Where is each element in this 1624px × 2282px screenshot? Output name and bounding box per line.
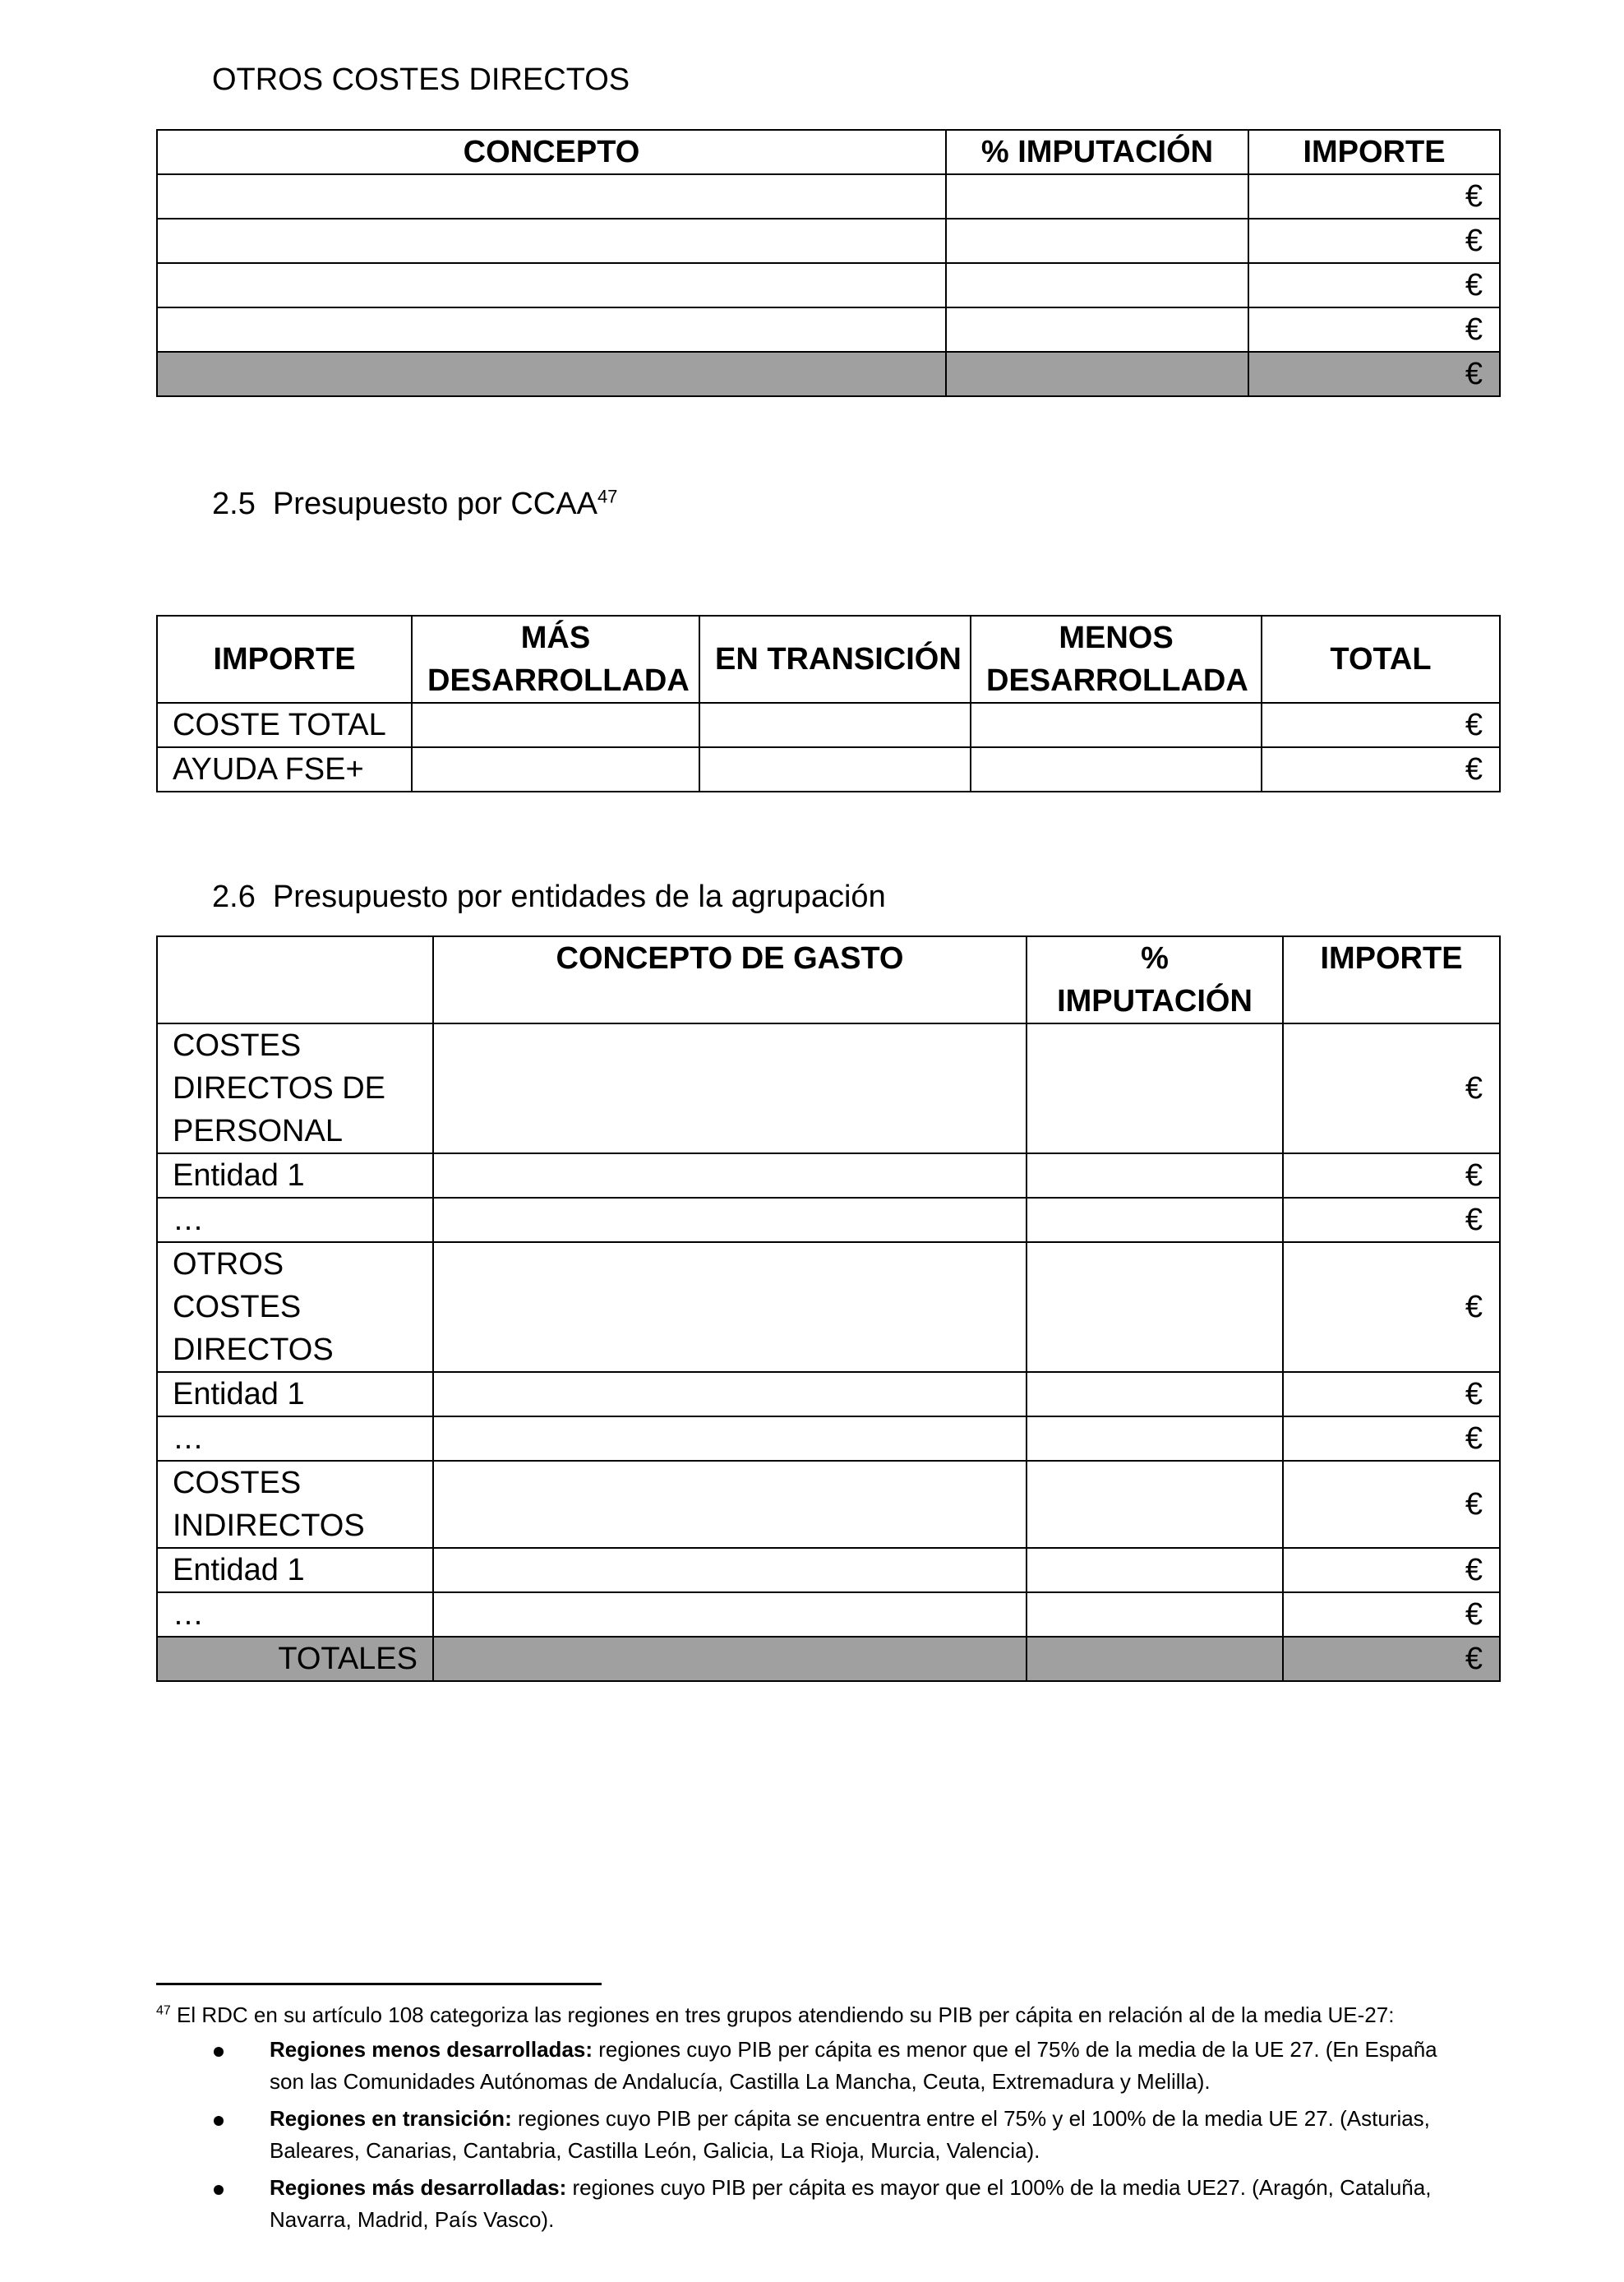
ellipsis-label: … <box>157 1416 433 1461</box>
category-label: OTROS COSTES DIRECTOS <box>157 1242 433 1372</box>
concepto-cell[interactable] <box>433 1242 1027 1372</box>
concepto-cell[interactable] <box>157 263 946 307</box>
importe-cell[interactable]: € <box>1283 1592 1500 1637</box>
imputacion-cell[interactable] <box>946 307 1248 352</box>
header-importe: IMPORTE <box>1248 130 1500 174</box>
footnote-separator <box>156 1983 602 1985</box>
table-row <box>157 1372 1500 1416</box>
header-imputacion: % IMPUTACIÓN <box>1027 936 1283 1023</box>
entity-label: Entidad 1 <box>157 1372 433 1416</box>
table-row <box>157 1416 1500 1461</box>
imputacion-cell[interactable] <box>946 174 1248 219</box>
totals-concepto-cell <box>433 1637 1027 1681</box>
totals-imputacion-cell <box>1027 1637 1283 1681</box>
bullet-text-cont: son las Comunidades Autónomas de Andalucía, Castilla La Mancha, Ceuta, Extremadura y Melilla). <box>270 2069 1211 2094</box>
bullet-icon <box>214 2185 224 2195</box>
table-row <box>157 1592 1500 1637</box>
category-label: COSTES DIRECTOS DE PERSONAL <box>157 1023 433 1153</box>
ccaa-table <box>156 615 1501 792</box>
total-cell[interactable]: € <box>1262 703 1500 747</box>
concepto-cell[interactable] <box>157 174 946 219</box>
importe-cell[interactable]: € <box>1283 1242 1500 1372</box>
footnote-bullet-2 <box>270 2103 1502 2167</box>
section-number: 2.5 <box>212 487 256 521</box>
importe-cell[interactable]: € <box>1248 307 1500 352</box>
imputacion-cell[interactable] <box>946 263 1248 307</box>
entity-label: Entidad 1 <box>157 1548 433 1592</box>
table-row <box>157 1198 1500 1242</box>
footnote-intro <box>156 1999 1504 2031</box>
concepto-cell[interactable] <box>433 1592 1027 1637</box>
footnote-intro-text: El RDC en su artículo 108 categoriza las regiones en tres grupos atendiendo su PIB per cápita en relación al de la media UE-27: <box>177 2003 1395 2027</box>
concepto-cell[interactable] <box>157 307 946 352</box>
section-2-6-heading <box>212 881 886 912</box>
imputacion-cell[interactable] <box>1027 1461 1283 1548</box>
mas-cell[interactable] <box>412 703 699 747</box>
table-row <box>157 747 1500 792</box>
table-row <box>157 1461 1500 1548</box>
totals-label: TOTALES <box>157 1637 433 1681</box>
table-row <box>157 1153 1500 1198</box>
footnote-bullet-3 <box>270 2172 1502 2236</box>
concepto-cell[interactable] <box>433 1416 1027 1461</box>
footnote-bullet-1 <box>270 2034 1502 2098</box>
concepto-cell[interactable] <box>433 1548 1027 1592</box>
imputacion-cell[interactable] <box>1027 1153 1283 1198</box>
totals-importe-cell: € <box>1283 1637 1500 1681</box>
section-title: Presupuesto por entidades de la agrupación <box>272 880 886 914</box>
header-concepto: CONCEPTO <box>157 130 946 174</box>
importe-cell[interactable]: € <box>1248 219 1500 263</box>
footnote-ref[interactable]: 47 <box>597 486 618 507</box>
ellipsis-label: … <box>157 1592 433 1637</box>
row-label: AYUDA FSE+ <box>157 747 412 792</box>
imputacion-cell[interactable] <box>1027 1372 1283 1416</box>
header-importe: IMPORTE <box>1283 936 1500 1023</box>
header-imputacion: % IMPUTACIÓN <box>946 130 1248 174</box>
table-row <box>157 1023 1500 1153</box>
importe-cell[interactable]: € <box>1283 1023 1500 1153</box>
footnote-number: 47 <box>156 2003 171 2018</box>
imputacion-cell[interactable] <box>1027 1023 1283 1153</box>
importe-cell[interactable]: € <box>1248 174 1500 219</box>
entity-label: Entidad 1 <box>157 1153 433 1198</box>
importe-cell[interactable]: € <box>1283 1198 1500 1242</box>
total-importe-cell: € <box>1248 352 1500 396</box>
bullet-term: Regiones en transición: <box>270 2106 512 2131</box>
importe-cell[interactable]: € <box>1283 1153 1500 1198</box>
importe-cell[interactable]: € <box>1283 1548 1500 1592</box>
menos-cell[interactable] <box>971 747 1262 792</box>
table-row <box>157 1242 1500 1372</box>
bullet-text: regiones cuyo PIB per cápita se encuentra entre el 75% y el 100% de la media UE 27. (Asturias, <box>511 2106 1430 2131</box>
bullet-text-cont: Baleares, Canarias, Cantabria, Castilla León, Galicia, La Rioja, Murcia, Valencia). <box>270 2138 1040 2163</box>
section-title: Presupuesto por CCAA <box>272 487 597 521</box>
bullet-term: Regiones más desarrolladas: <box>270 2175 567 2200</box>
imputacion-cell[interactable] <box>1027 1592 1283 1637</box>
bullet-text: regiones cuyo PIB per cápita es mayor que el 100% de la media UE27. (Aragón, Cataluña, <box>566 2175 1432 2200</box>
header-importe: IMPORTE <box>157 616 412 703</box>
header-total: TOTAL <box>1262 616 1500 703</box>
imputacion-cell[interactable] <box>946 219 1248 263</box>
section-number: 2.6 <box>212 880 256 914</box>
imputacion-cell[interactable] <box>1027 1416 1283 1461</box>
otros-costes-heading: OTROS COSTES DIRECTOS <box>212 62 630 97</box>
mas-cell[interactable] <box>412 747 699 792</box>
imputacion-cell[interactable] <box>1027 1198 1283 1242</box>
importe-cell[interactable]: € <box>1283 1372 1500 1416</box>
importe-cell[interactable]: € <box>1248 263 1500 307</box>
bullet-icon <box>214 2047 224 2057</box>
header-mas-desarrollada: MÁS DESARROLLADA <box>412 616 699 703</box>
transicion-cell[interactable] <box>699 747 971 792</box>
total-cell[interactable]: € <box>1262 747 1500 792</box>
header-en-transicion: EN TRANSICIÓN <box>699 616 971 703</box>
entidades-table <box>156 935 1501 1682</box>
concepto-cell[interactable] <box>433 1461 1027 1548</box>
total-concepto-cell <box>157 352 946 396</box>
bullet-icon <box>214 2116 224 2126</box>
table-row <box>157 703 1500 747</box>
header-concepto-gasto: CONCEPTO DE GASTO <box>433 936 1027 1023</box>
menos-cell[interactable] <box>971 703 1262 747</box>
bullet-text: regiones cuyo PIB per cápita es menor que el 75% de la media de la UE 27. (En España <box>593 2037 1437 2062</box>
bullet-term: Regiones menos desarrolladas: <box>270 2037 593 2062</box>
transicion-cell[interactable] <box>699 703 971 747</box>
table-row <box>157 263 1500 307</box>
totals-row <box>157 1637 1500 1681</box>
table-row <box>157 174 1500 219</box>
total-imputacion-cell <box>946 352 1248 396</box>
importe-cell[interactable]: € <box>1283 1461 1500 1548</box>
concepto-cell[interactable] <box>433 1372 1027 1416</box>
row-label: COSTE TOTAL <box>157 703 412 747</box>
header-blank <box>157 936 433 1023</box>
table-row <box>157 1548 1500 1592</box>
table-row <box>157 307 1500 352</box>
concepto-cell[interactable] <box>433 1198 1027 1242</box>
concepto-cell[interactable] <box>433 1023 1027 1153</box>
importe-cell[interactable]: € <box>1283 1416 1500 1461</box>
imputacion-cell[interactable] <box>1027 1548 1283 1592</box>
section-2-5-heading <box>212 488 617 520</box>
bullet-text-cont: Navarra, Madrid, País Vasco). <box>270 2207 555 2232</box>
otros-costes-table <box>156 129 1501 397</box>
ellipsis-label: … <box>157 1198 433 1242</box>
table-row <box>157 219 1500 263</box>
imputacion-cell[interactable] <box>1027 1242 1283 1372</box>
concepto-cell[interactable] <box>157 219 946 263</box>
concepto-cell[interactable] <box>433 1153 1027 1198</box>
header-menos-desarrollada: MENOS DESARROLLADA <box>971 616 1262 703</box>
total-row <box>157 352 1500 396</box>
category-label: COSTES INDIRECTOS <box>157 1461 433 1548</box>
